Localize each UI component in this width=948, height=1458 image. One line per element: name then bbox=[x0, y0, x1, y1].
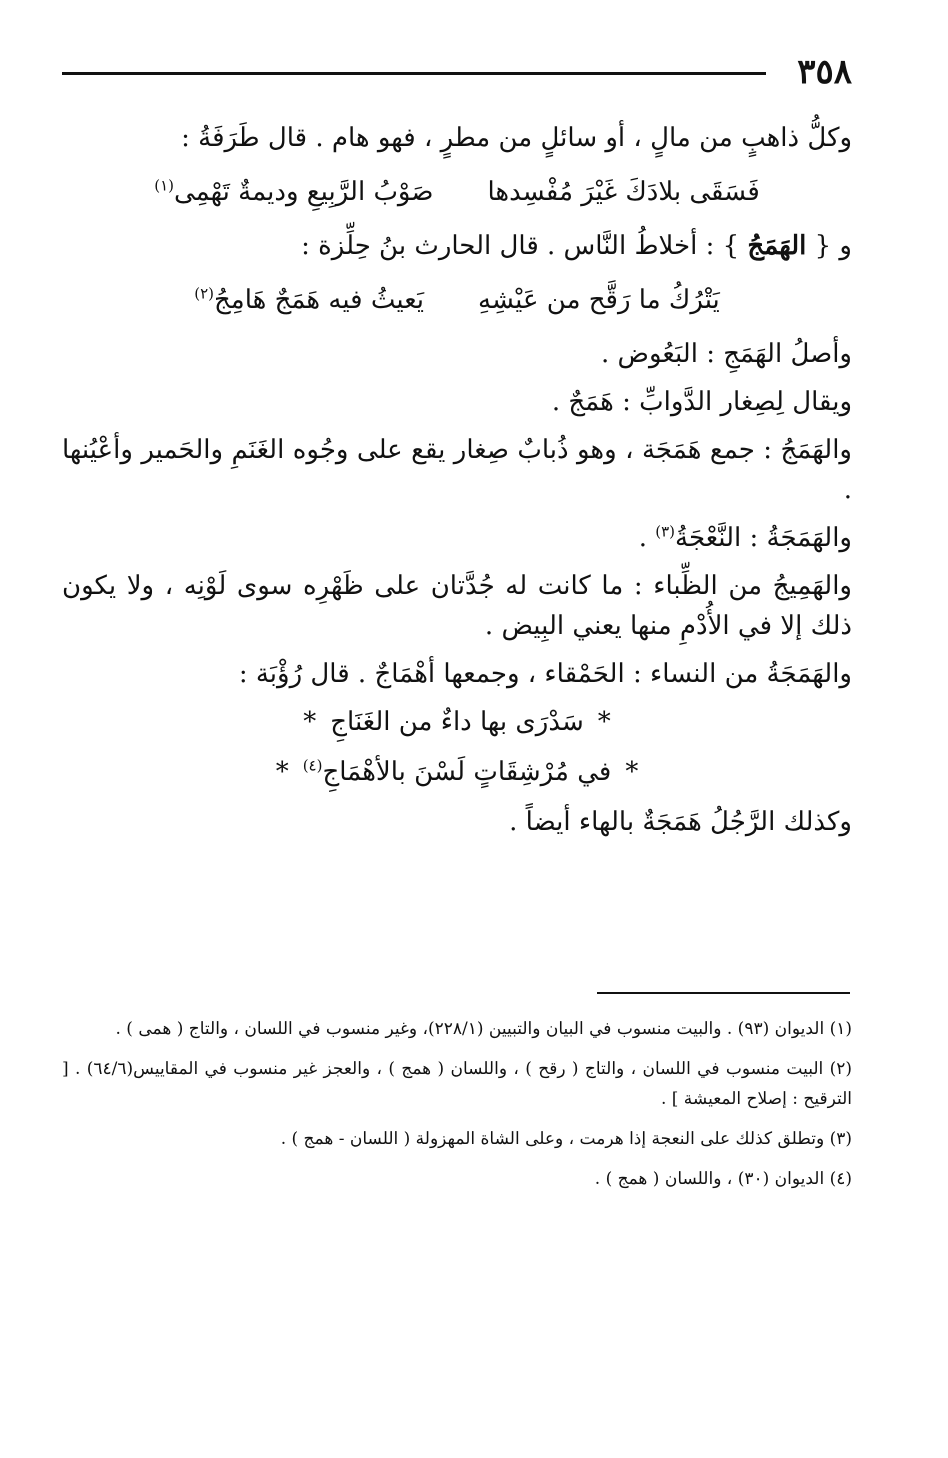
star-ornament: * bbox=[275, 757, 289, 787]
verse-harith bbox=[62, 280, 852, 320]
paragraph-2-rest: } : أخلاطُ النَّاس . قال الحارث بنُ حِلِّزة : bbox=[301, 231, 740, 261]
verse-tarafa bbox=[62, 172, 852, 212]
page-header bbox=[62, 52, 852, 92]
page-number: ٣٥٨ bbox=[797, 52, 852, 92]
main-text bbox=[62, 118, 852, 856]
footnote-ref-1[interactable]: (١) bbox=[154, 176, 174, 195]
headword-hamaj: الهَمَجُ bbox=[747, 231, 807, 261]
star-ornament: * bbox=[303, 707, 317, 737]
paragraph-8: والهَمَجَةُ من النساء : الحَمْقاء ، وجمعها أهْمَاجٌ . قال رُؤْبَة : bbox=[238, 659, 852, 689]
paragraph-4: ويقال لِصِغار الدَّوابِّ : هَمَجٌ . bbox=[551, 387, 852, 417]
paragraph-1: وكلُّ ذاهبٍ من مالٍ ، أو سائلٍ من مطرٍ ، فهو هام . قال طَرَفَةُ : bbox=[181, 123, 852, 153]
verse-tarafa-first-hemistich: فَسَقَى بلادَكَ غَيْرَ مُفْسِدها bbox=[487, 177, 760, 207]
header-rule bbox=[62, 72, 766, 75]
rajaz-line-2 bbox=[62, 752, 852, 792]
footnote-ref-4[interactable]: (٤) bbox=[302, 756, 323, 775]
paragraph-3: وأصلُ الهَمَجِ : البَعُوض . bbox=[601, 339, 852, 369]
star-ornament: * bbox=[597, 707, 611, 737]
paragraph-6 bbox=[62, 518, 852, 558]
paragraph-hamaj-heading bbox=[62, 226, 852, 266]
paragraph-5: والهَمَجُ : جمع هَمَجَة ، وهو ذُبابٌ صِغار يقع على وجُوه الغَنَمِ والحَمير وأعْيُنها . bbox=[62, 435, 852, 505]
verse-harith-first-hemistich: يَتْرُكُ ما رَقَّح من عَيْشِهِ bbox=[478, 285, 720, 315]
verse-harith-second-text: يَعيثُ فيه هَمَجٌ هَامِجُ bbox=[214, 285, 425, 315]
footnote-ref-3[interactable]: (٣) bbox=[655, 522, 675, 541]
footnote-separator bbox=[597, 992, 850, 994]
verse-tarafa-second-hemistich bbox=[154, 172, 433, 212]
footnote-ref-2[interactable]: (٢) bbox=[194, 284, 214, 303]
footnote-3: (٣) وتطلق كذلك على النعجة إذا هرمت ، وعلى الشاة المهزولة ( اللسان - همج ) . bbox=[280, 1129, 852, 1149]
rajaz-line-1-text: سَدْرَى بها داءٌ من الغَنَاجِ bbox=[330, 707, 584, 737]
footnotes bbox=[62, 1014, 852, 1204]
rajaz-line-2-text: في مُرْشِقَاتٍ لَسْنَ بالأهْمَاجِ bbox=[322, 757, 612, 787]
footnote-4: (٤) الديوان (٣٠) ، واللسان ( همج ) . bbox=[594, 1169, 852, 1189]
star-ornament: * bbox=[625, 757, 639, 787]
verse-harith-second-hemistich bbox=[194, 280, 424, 320]
paragraph-9: وكذلك الرَّجُلُ هَمَجَةٌ بالهاء أيضاً . bbox=[509, 807, 852, 837]
paragraph-6-end: . bbox=[638, 523, 656, 553]
paragraph-7: والهَمِيجُ من الظِّباء : ما كانت له جُدَّتان على ظَهْرِه سوى لَوْنِه ، ولا يكون ذلك إلا في الأُدْمِ منها يعني البِيض . bbox=[62, 571, 852, 641]
rajaz-line-1 bbox=[62, 702, 852, 742]
bracket-prefix: و { bbox=[814, 231, 852, 261]
paragraph-6-text: والهَمَجَةُ : النَّعْجَةُ bbox=[675, 523, 852, 553]
footnote-1: (١) الديوان (٩٣) . والبيت منسوب في البيان والتبيين (٢٢٨/١)، وغير منسوب في اللسان ، والتاج ( همى ) . bbox=[115, 1019, 852, 1039]
verse-tarafa-second-text: صَوْبُ الرَّبِيعِ وديمةٌ تَهْمِى bbox=[173, 177, 434, 207]
footnote-2: (٢) البيت منسوب في اللسان ، والتاج ( رقح ) ، واللسان ( همج ) ، والعجز غير منسوب في المقاييس(٦٤/٦) . [ الترقيح : إصلاح المعيشة ] . bbox=[62, 1059, 852, 1109]
